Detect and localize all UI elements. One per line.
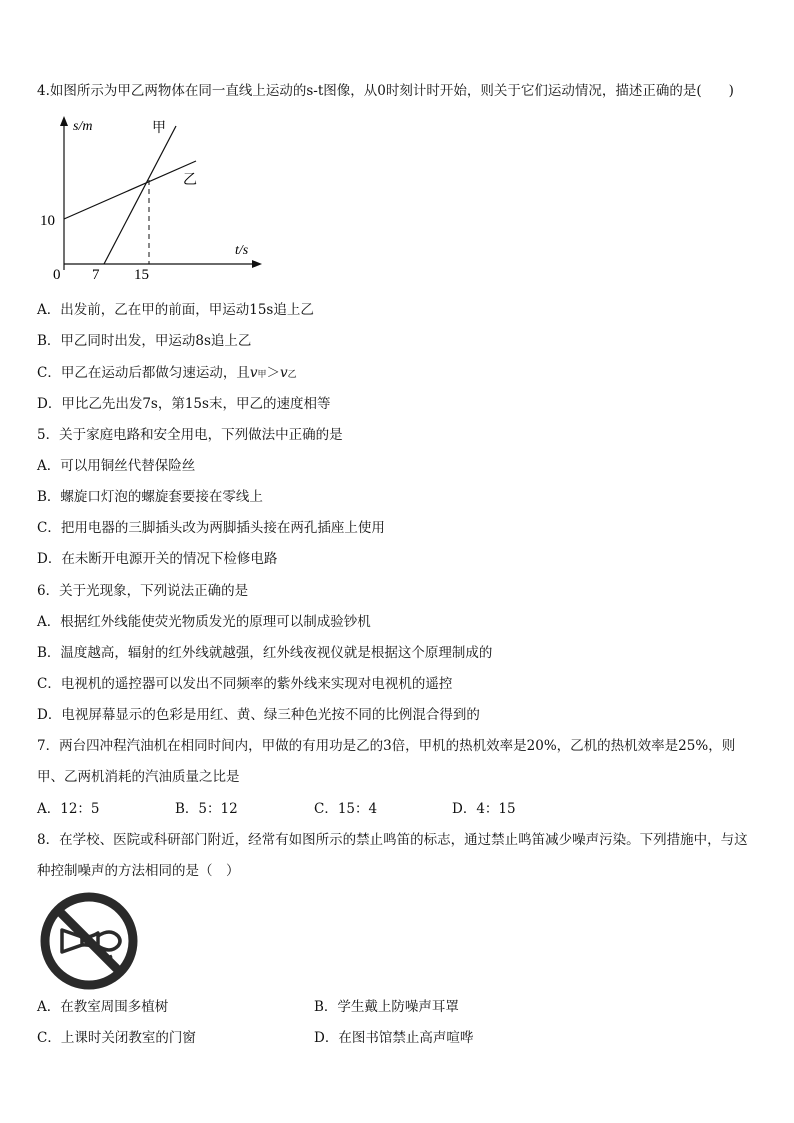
- q7-option-a[interactable]: A．12：5: [37, 801, 100, 817]
- y-axis-label: s/m: [73, 119, 93, 134]
- q6-option-d[interactable]: D．电视屏幕显示的色彩是用红、黄、绿三种色光按不同的比例混合得到的: [37, 707, 480, 723]
- q8-option-a[interactable]: A．在教室周围多植树: [37, 999, 169, 1015]
- q5-stem: 5．关于家庭电路和安全用电，下列做法中正确的是: [37, 427, 343, 443]
- q5-option-d[interactable]: D．在未断开电源开关的情况下检修电路: [37, 551, 278, 567]
- x-axis-label: t/s: [235, 243, 249, 258]
- q5-option-a[interactable]: A．可以用铜丝代替保险丝: [37, 458, 196, 474]
- line-yi: [64, 161, 196, 219]
- q5-option-b[interactable]: B．螺旋口灯泡的螺旋套要接在零线上: [37, 489, 263, 505]
- q6-option-c[interactable]: C．电视机的遥控器可以发出不同频率的紫外线来实现对电视机的遥控: [37, 676, 453, 692]
- q4-stem: 4.如图所示为甲乙两物体在同一直线上运动的s-t图像，从0时刻计时开始，则关于它们运动情况，描述正确的是( ): [37, 83, 734, 99]
- no-honking-sign-icon: [38, 890, 140, 992]
- q4-option-c[interactable]: C．甲乙在运动后都做匀速运动，且v甲＞v乙: [37, 365, 297, 381]
- x-axis-arrow: [252, 260, 262, 268]
- line-jia: [104, 126, 176, 264]
- q8-stem: 8．在学校、医院或科研部门附近，经常有如图所示的禁止鸣笛的标志，通过禁止鸣笛减少噪声污染。下列措施中，与这种控制噪声的方法相同的是（ ）: [37, 832, 748, 879]
- q5-option-c[interactable]: C．把用电器的三脚插头改为两脚插头接在两孔插座上使用: [37, 520, 385, 536]
- q7-option-d[interactable]: D．4：15: [452, 801, 516, 817]
- q6-option-b[interactable]: B．温度越高，辐射的红外线就越强，红外线夜视仪就是根据这个原理制成的: [37, 645, 493, 661]
- label-yi: 乙: [183, 172, 197, 188]
- q4-option-a[interactable]: A．出发前，乙在甲的前面，甲运动15s追上乙: [37, 302, 314, 318]
- x-tick-7: 7: [92, 267, 100, 282]
- q4-option-d[interactable]: D．甲比乙先出发7s，第15s末，甲乙的速度相等: [37, 396, 331, 412]
- y-tick-10: 10: [40, 213, 55, 229]
- st-graph: [36, 112, 266, 282]
- x-tick-15: 15: [134, 267, 149, 282]
- q8-option-c[interactable]: C．上课时关闭教室的门窗: [37, 1030, 196, 1046]
- q6-stem: 6．关于光现象，下列说法正确的是: [37, 583, 249, 599]
- q8-option-b[interactable]: B．学生戴上防噪声耳罩: [314, 999, 459, 1015]
- origin-label: 0: [53, 267, 61, 282]
- q4-option-b[interactable]: B．甲乙同时出发，甲运动8s追上乙: [37, 333, 252, 349]
- q8-option-d[interactable]: D．在图书馆禁止高声喧哗: [314, 1030, 474, 1046]
- label-jia: 甲: [152, 120, 166, 136]
- q7-stem: 7．两台四冲程汽油机在相同时间内，甲做的有用功是乙的3倍，甲机的热机效率是20%，乙机的热机效率是25%，则甲、乙两机消耗的汽油质量之比是: [37, 738, 736, 785]
- q7-option-c[interactable]: C．15：4: [314, 801, 378, 817]
- q6-option-a[interactable]: A．根据红外线能使荧光物质发光的原理可以制成验钞机: [37, 614, 371, 630]
- q7-option-b[interactable]: B．5：12: [175, 801, 238, 817]
- y-axis-arrow: [60, 116, 68, 126]
